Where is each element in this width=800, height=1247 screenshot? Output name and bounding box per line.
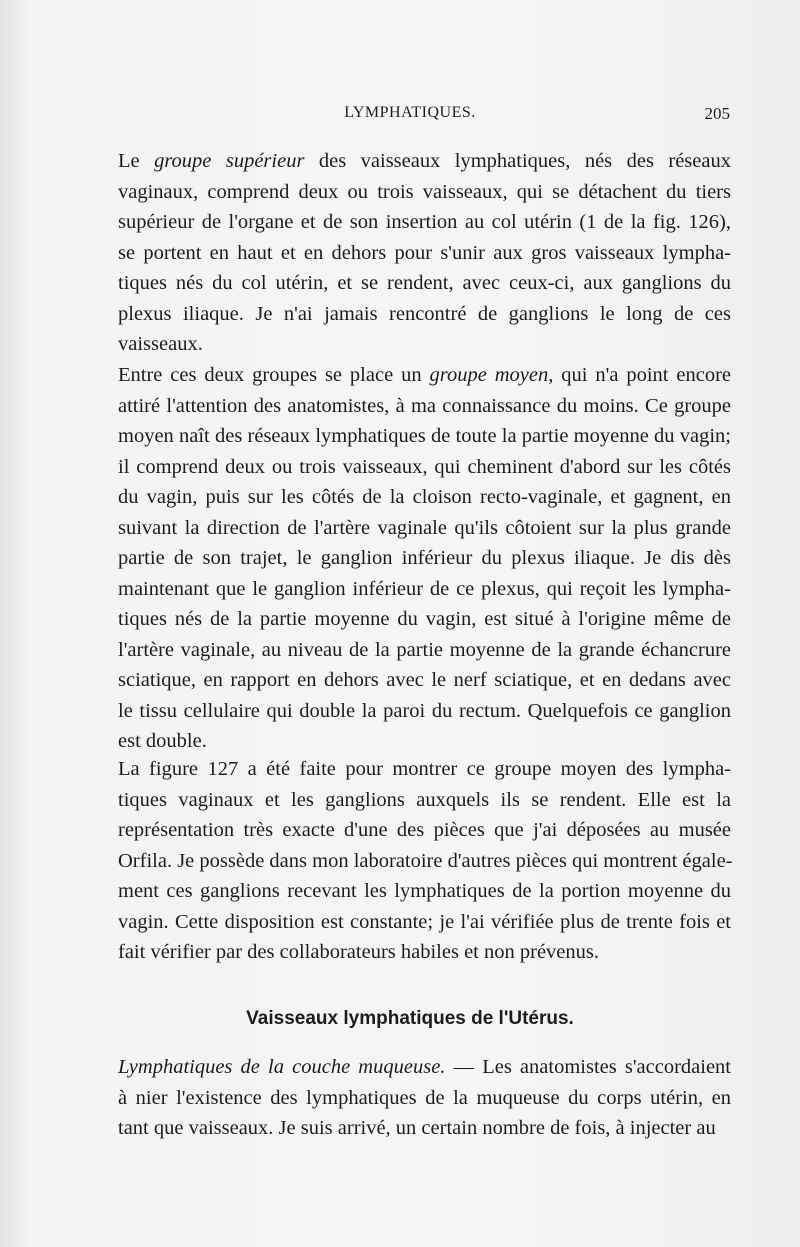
section-heading: Vaisseaux lymphatiques de l'Utérus. <box>246 1008 574 1029</box>
italic-term: Lymphatiques de la couche muqueuse. <box>118 1056 446 1078</box>
text-line: se portent en haut et en dehors pour s'unir aux gros vaisseaux lympha- <box>118 241 731 264</box>
text-line: le tissu cellulaire qui double la paroi du rectum. Quelquefois ce ganglion <box>118 699 731 722</box>
text-line: suivant la direction de l'artère vaginale qu'ils côtoient sur la plus grande <box>118 516 731 539</box>
text-line: moyen naît des réseaux lymphatiques de toute la partie moyenne du vagin; <box>118 425 731 447</box>
text-line: il comprend deux ou trois vaisseaux, qui cheminent d'abord sur les côtés <box>118 455 731 478</box>
paragraph-figure-127 <box>108 754 731 968</box>
text-line: vaisseaux. <box>118 333 203 355</box>
text-line: Orfila. Je possède dans mon laboratoire d'autres pièces qui montrent égale- <box>118 849 733 872</box>
text-line: Lymphatiques de la couche muqueuse. — Les anatomistes s'accordaient <box>118 1056 731 1078</box>
text-line: La figure 127 a été faite pour montrer ce groupe moyen des lympha- <box>118 758 731 780</box>
text-line: sciatique, en rapport en dehors avec le nerf sciatique, et en dedans avec <box>118 669 731 691</box>
text-line: partie de son trajet, le ganglion inférieur du plexus iliaque. Je dis dès <box>118 547 731 569</box>
text-line: fait vérifier par des collaborateurs habiles et non prévenus. <box>118 941 599 963</box>
page-number: 205 <box>704 104 730 123</box>
text-line: est double. <box>118 730 207 752</box>
text-line: du vagin, puis sur les côtés de la cloison recto-vaginale, et gagnent, en <box>118 486 731 508</box>
text-line: ment ces ganglions recevant les lymphatiques de la portion moyenne du <box>118 880 731 902</box>
text-line: Entre ces deux groupes se place un groupe moyen, qui n'a point encore <box>118 364 731 386</box>
text-line: tiques nés du col utérin, et se rendent, avec ceux-ci, aux ganglions du <box>118 272 731 294</box>
text-line: Le groupe supérieur des vaisseaux lymphatiques, nés des réseaux <box>118 150 731 172</box>
text-line: vagin. Cette disposition est constante; je l'ai vérifiée plus de trente fois et <box>118 910 731 933</box>
text-line: tiques nés de la partie moyenne du vagin, est situé à l'origine même de <box>118 608 731 630</box>
paragraph-couche-muqueuse <box>108 1052 731 1144</box>
running-title: LYMPHATIQUES. <box>344 104 476 121</box>
text-line: tant que vaisseaux. Je suis arrivé, un certain nombre de fois, à injecter au <box>118 1117 716 1139</box>
running-head <box>100 104 730 128</box>
text-line: supérieur de l'organe et de son insertion au col utérin (1 de la fig. 126), <box>118 211 731 233</box>
text-line: représentation très exacte d'une des pièces que j'ai déposées au musée <box>118 819 731 841</box>
text-line: attiré l'attention des anatomistes, à ma connaissance du moins. Ce groupe <box>118 394 731 417</box>
italic-term: groupe supérieur <box>154 150 305 172</box>
text-line: l'artère vaginale, au niveau de la partie moyenne de la grande échancrure <box>118 638 731 661</box>
text-line: vaginaux, comprend deux ou trois vaisseaux, qui se détachent du tiers <box>118 180 731 203</box>
paragraph-groupe-moyen <box>108 360 731 757</box>
text-line: tiques vaginaux et les ganglions auxquels ils se rendent. Elle est la <box>118 788 731 811</box>
text-line: à nier l'existence des lymphatiques de la muqueuse du corps utérin, en <box>118 1086 731 1109</box>
text-line: maintenant que le ganglion inférieur de ce plexus, qui reçoit les lympha- <box>118 577 731 600</box>
italic-term: groupe moyen <box>429 364 549 386</box>
paragraph-groupe-superieur <box>108 146 731 360</box>
text-line: plexus iliaque. Je n'ai jamais rencontré de ganglions le long de ces <box>118 302 731 325</box>
